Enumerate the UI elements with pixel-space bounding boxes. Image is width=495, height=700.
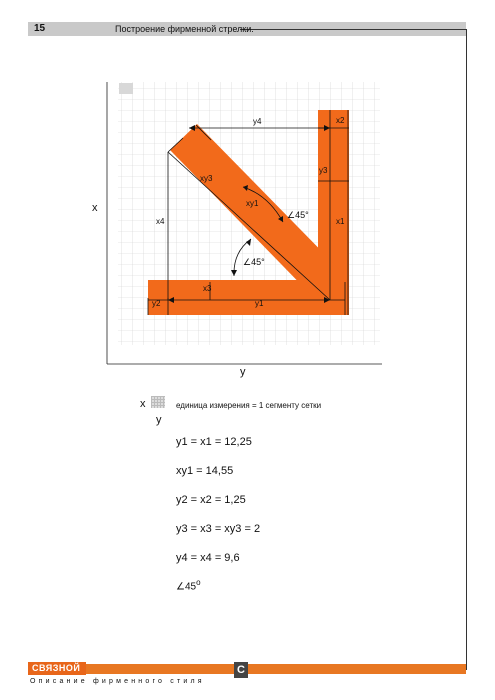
label-y3: y3 [319,166,328,175]
axis-y-label: y [240,366,246,378]
formula-y2-x2: y2 = x2 = 1,25 [176,494,246,506]
label-x1: x1 [336,217,345,226]
label-angle-upper: ∠45° [287,210,309,220]
legend-text: единица измерения = 1 сегменту сетки [176,401,322,410]
formula-y4-x4: y4 = x4 = 9,6 [176,552,240,564]
grid-unit-cell [119,83,133,94]
legend-x: x [140,398,146,410]
angle-note [176,578,201,592]
label-y2: y2 [152,299,161,308]
angle-note-text: ∠45 [176,581,197,593]
brand-mark-icon: С [234,662,248,678]
legend-y: y [156,414,162,426]
formula-xy1: xy1 = 14,55 [176,465,234,477]
formula-y3-x3-xy3: y3 = x3 = xy3 = 2 [176,523,261,535]
page-number: 15 [34,23,46,34]
axis-x-label: x [92,202,98,214]
legend-grid-swatch [151,396,165,408]
page-title: Построение фирменной стрелки. [115,24,254,34]
label-xy3: xy3 [200,174,213,183]
formula-y1-x1: y1 = x1 = 12,25 [176,436,252,448]
angle-note-degree: о [196,578,201,587]
label-x3: x3 [203,284,212,293]
label-y4: y4 [253,117,262,126]
label-x2: x2 [336,116,345,125]
footer-subtitle: Описание фирменного стиля [30,678,205,685]
label-x4: x4 [156,217,165,226]
label-xy1: xy1 [246,199,259,208]
label-angle-lower: ∠45° [243,257,265,267]
brand-logo-text: СВЯЗНОЙ [32,663,81,673]
label-y1: y1 [255,299,264,308]
